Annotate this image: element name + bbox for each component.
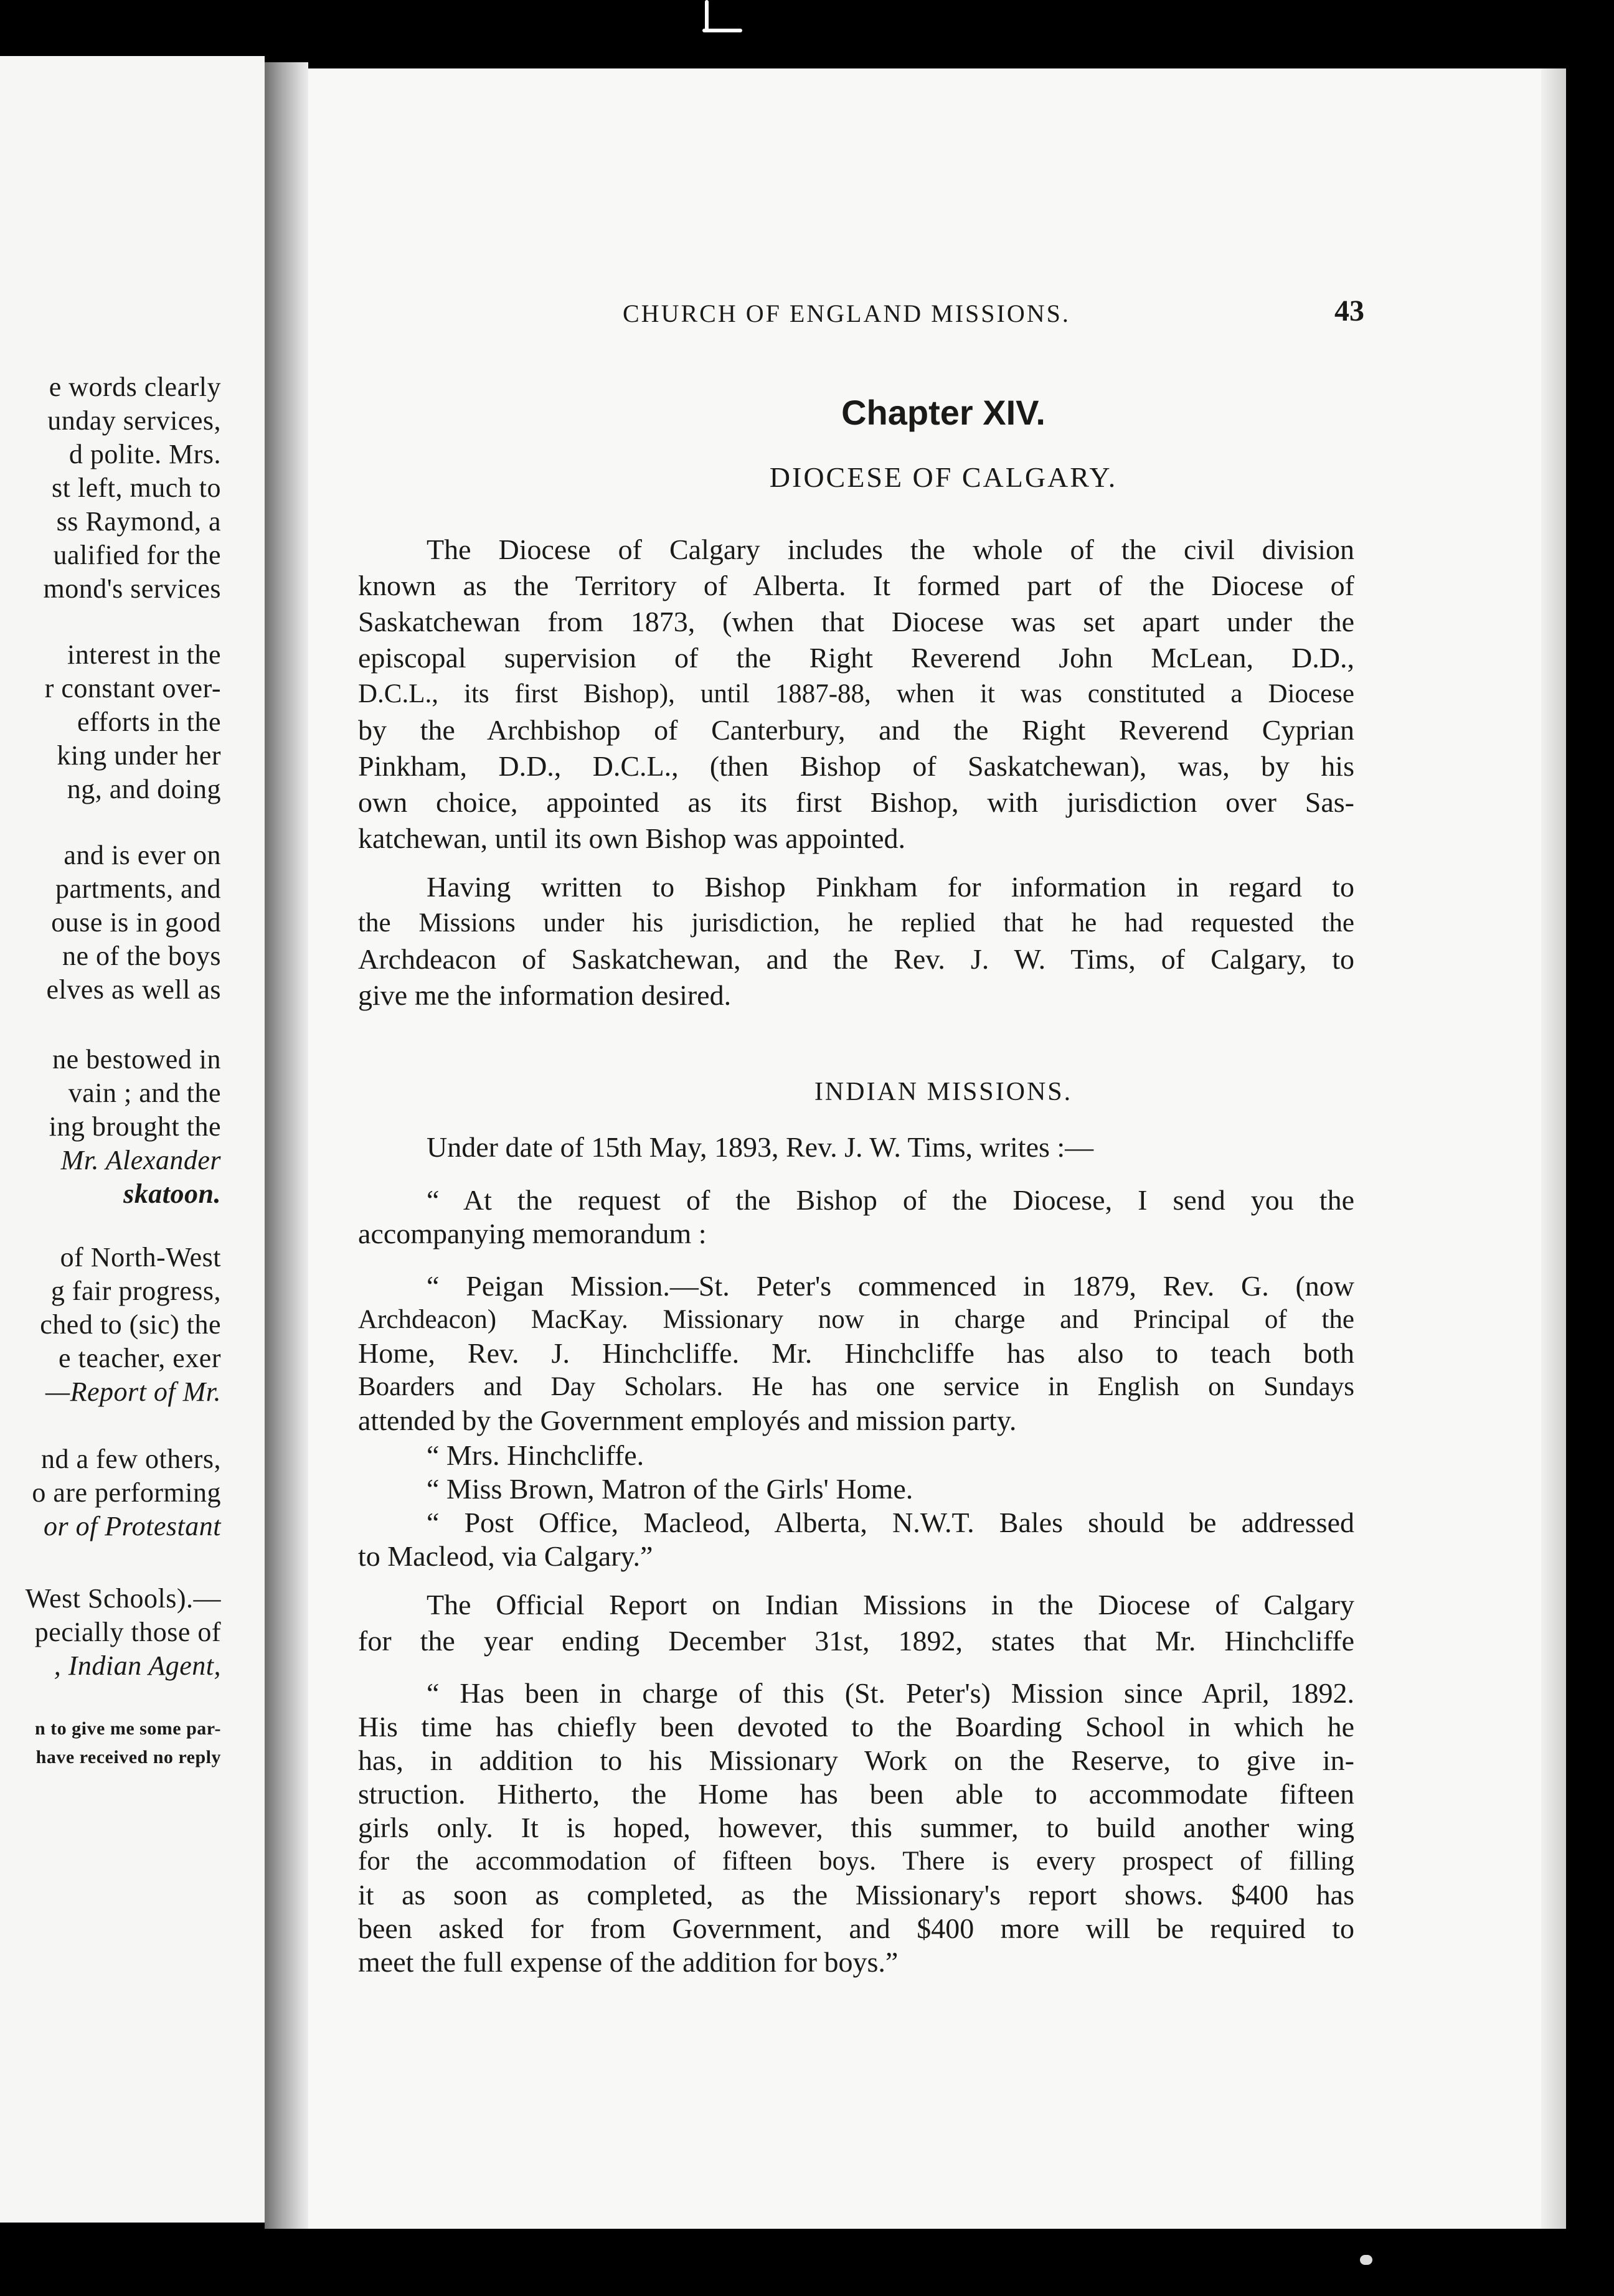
left-page-line: mond's services — [43, 573, 221, 604]
letter-line: to Macleod, via Calgary.” — [358, 1540, 653, 1572]
running-head: CHURCH OF ENGLAND MISSIONS. — [623, 299, 1070, 327]
quote-line: for the accommodation of fifteen boys. There is every prospect of filling — [358, 1847, 1354, 1876]
left-page-line: st left, much to — [52, 473, 221, 503]
left-page-line: West Schools).— — [25, 1583, 221, 1614]
left-page-line: ualified for the — [53, 540, 221, 570]
left-page-line: o are performing — [32, 1477, 221, 1508]
left-page-line: —Report of Mr. — [45, 1376, 221, 1407]
left-page-line: pecially those of — [34, 1617, 221, 1647]
quote-line: been asked for from Government, and $400 more will be required to — [358, 1913, 1354, 1944]
left-page-line: of North-West — [60, 1242, 221, 1273]
paragraph-line: give me the information desired. — [358, 979, 732, 1011]
paragraph-line: known as the Territory of Alberta. It formed part of the Diocese of — [358, 570, 1354, 601]
letter-line: Under date of 15th May, 1893, Rev. J. W. Tims, writes :— — [427, 1131, 1094, 1163]
left-page-line: ng, and doing — [67, 774, 221, 804]
paragraph-line: D.C.L., its first Bishop), until 1887-88, when it was constituted a Diocese — [358, 679, 1354, 708]
scan-mark — [705, 0, 709, 32]
paragraph-line: own choice, appointed as its first Bishop, with jurisdiction over Sas- — [358, 786, 1354, 818]
left-page-line: efforts in the — [77, 707, 221, 737]
letter-line: “ Post Office, Macleod, Alberta, N.W.T. Bales should be addressed — [427, 1507, 1354, 1538]
book-gutter — [265, 62, 308, 2229]
left-page-fragment — [0, 56, 265, 2223]
paragraph-line: The Diocese of Calgary includes the whole of the civil division — [427, 534, 1354, 565]
left-page-line: g fair progress, — [50, 1276, 221, 1306]
letter-line: Home, Rev. J. Hinchcliffe. Mr. Hinchcliffe has also to teach both — [358, 1337, 1354, 1369]
letter-line: “ At the request of the Bishop of the Diocese, I send you the — [427, 1184, 1354, 1216]
left-page-line: ing brought the — [49, 1111, 221, 1142]
left-page-footnote: have received no reply — [35, 1747, 221, 1767]
section-heading: INDIAN MISSIONS. — [814, 1078, 1073, 1106]
quote-line: “ Has been in charge of this (St. Peter's) Mission since April, 1892. — [427, 1677, 1354, 1709]
left-page-line: and is ever on — [64, 840, 221, 870]
left-page-line: ched to (sic) the — [40, 1309, 221, 1340]
section-title: DIOCESE OF CALGARY. — [769, 461, 1118, 493]
paragraph-line: episcopal supervision of the Right Reverend John McLean, D.D., — [358, 642, 1354, 674]
page-number: 43 — [1334, 294, 1364, 327]
left-page-line: king under her — [57, 740, 221, 771]
letter-line: attended by the Government employés and mission party. — [358, 1404, 1017, 1436]
scan-mark — [702, 29, 742, 32]
letter-line: “ Peigan Mission.—St. Peter's commenced in 1879, Rev. G. (now — [427, 1270, 1354, 1302]
left-page-line: r constant over- — [44, 673, 221, 703]
left-page-line: elves as well as — [46, 974, 221, 1005]
left-page-line: Mr. Alexander — [60, 1145, 221, 1175]
paragraph-line: the Missions under his jurisdiction, he replied that he had requested the — [358, 908, 1354, 938]
report-line: The Official Report on Indian Missions in the Diocese of Calgary — [427, 1589, 1354, 1621]
scan-mark — [1360, 2255, 1372, 2265]
paragraph-line: by the Archbishop of Canterbury, and the Right Reverend Cyprian — [358, 714, 1354, 746]
paragraph-line: Saskatchewan from 1873, (when that Diocese was set apart under the — [358, 606, 1354, 638]
letter-line: “ Miss Brown, Matron of the Girls' Home. — [427, 1473, 913, 1505]
letter-line: accompanying memorandum : — [358, 1218, 707, 1249]
page-edge — [1541, 68, 1566, 2229]
quote-line: His time has chiefly been devoted to the Boarding School in which he — [358, 1711, 1354, 1743]
quote-line: it as soon as completed, as the Missionary's report shows. $400 has — [358, 1879, 1354, 1911]
paragraph-line: katchewan, until its own Bishop was appointed. — [358, 822, 905, 854]
left-page-line: ne of the boys — [62, 941, 221, 971]
left-page-line: interest in the — [67, 639, 221, 670]
left-page-line: ouse is in good — [51, 907, 221, 938]
quote-line: girls only. It is hoped, however, this summer, to build another wing — [358, 1812, 1354, 1843]
quote-line: meet the full expense of the addition for boys.” — [358, 1946, 899, 1978]
left-page-line: unday services, — [47, 405, 221, 436]
left-page-footnote: n to give me some par- — [35, 1718, 221, 1739]
letter-line: Boarders and Day Scholars. He has one service in English on Sundays — [358, 1372, 1354, 1401]
chapter-title: Chapter XIV. — [841, 393, 1045, 432]
letter-line: “ Mrs. Hinchcliffe. — [427, 1439, 644, 1471]
left-page-line: skatoon. — [123, 1179, 221, 1209]
left-page-line: e words clearly — [49, 372, 221, 402]
letter-line: Archdeacon) MacKay. Missionary now in charge and Principal of the — [358, 1305, 1354, 1334]
paragraph-line: Archdeacon of Saskatchewan, and the Rev. J. W. Tims, of Calgary, to — [358, 943, 1354, 975]
left-page-line: nd a few others, — [40, 1444, 221, 1474]
paragraph-line: Pinkham, D.D., D.C.L., (then Bishop of Saskatchewan), was, by his — [358, 750, 1354, 782]
left-page-line: vain ; and the — [68, 1078, 221, 1108]
left-page-line: partments, and — [55, 873, 221, 904]
quote-line: struction. Hitherto, the Home has been able to accommodate fifteen — [358, 1778, 1354, 1810]
left-page-line: ne bestowed in — [52, 1044, 221, 1075]
left-page-line: , Indian Agent, — [54, 1650, 221, 1681]
report-line: for the year ending December 31st, 1892, states that Mr. Hinchcliffe — [358, 1625, 1354, 1657]
paragraph-line: Having written to Bishop Pinkham for information in regard to — [427, 871, 1354, 903]
left-page-line: ss Raymond, a — [56, 506, 221, 537]
quote-line: has, in addition to his Missionary Work on the Reserve, to give in- — [358, 1744, 1354, 1776]
left-page-line: e teacher, exer — [59, 1343, 221, 1373]
right-page — [308, 68, 1560, 2229]
left-page-line: d polite. Mrs. — [68, 439, 221, 469]
left-page-line: or of Protestant — [43, 1511, 221, 1541]
